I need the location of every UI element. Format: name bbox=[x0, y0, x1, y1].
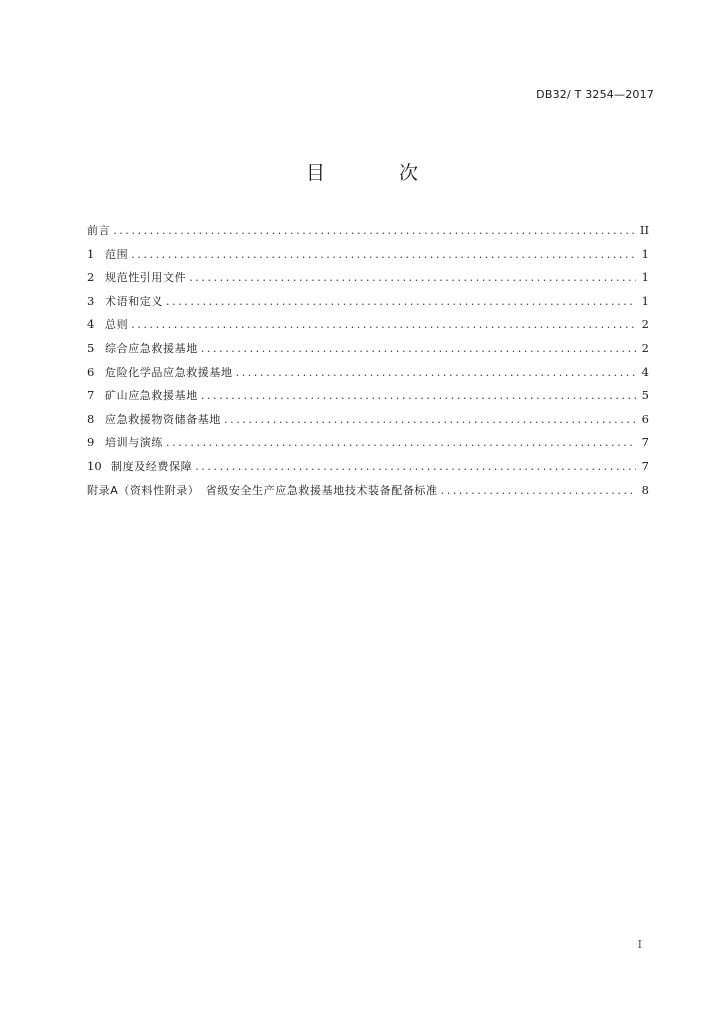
toc-entry-number: 6 bbox=[87, 364, 95, 379]
toc-leader-dots bbox=[131, 313, 636, 337]
toc-entry-label: 范围 bbox=[105, 247, 129, 261]
table-of-contents bbox=[87, 219, 649, 502]
toc-entry-training-drills[interactable] bbox=[87, 431, 649, 455]
document-code: DB32/ T 3254—2017 bbox=[536, 88, 654, 101]
toc-entry-label: 制度及经费保障 bbox=[111, 459, 193, 473]
page-number: I bbox=[637, 938, 642, 951]
toc-entry-page: 4 bbox=[641, 364, 649, 379]
toc-leader-dots bbox=[201, 384, 636, 408]
toc-entry-scope[interactable] bbox=[87, 243, 649, 267]
toc-entry-terms-definitions[interactable] bbox=[87, 290, 649, 314]
toc-entry-page: 7 bbox=[641, 435, 649, 450]
toc-entry-comprehensive-base[interactable] bbox=[87, 337, 649, 361]
toc-entry-page: 5 bbox=[641, 388, 649, 403]
toc-entry-page: 6 bbox=[641, 411, 649, 426]
toc-entry-general[interactable] bbox=[87, 313, 649, 337]
toc-leader-dots bbox=[166, 290, 636, 314]
toc-entry-number: 1 bbox=[87, 246, 95, 261]
toc-entry-page: 1 bbox=[641, 293, 649, 308]
toc-leader-dots bbox=[224, 408, 636, 432]
toc-entry-label: 综合应急救援基地 bbox=[105, 341, 198, 355]
toc-entry-hazardous-chemicals-base[interactable] bbox=[87, 361, 649, 385]
toc-entry-system-funding[interactable] bbox=[87, 455, 649, 479]
toc-entry-material-reserve-base[interactable] bbox=[87, 408, 649, 432]
toc-entry-number: 2 bbox=[87, 270, 95, 285]
toc-entry-number: 7 bbox=[87, 388, 95, 403]
toc-entry-appendix-a[interactable] bbox=[87, 479, 649, 503]
toc-entry-number: 9 bbox=[87, 435, 95, 450]
toc-entry-label: 矿山应急救援基地 bbox=[105, 389, 198, 403]
toc-entry-number: 5 bbox=[87, 340, 95, 355]
toc-entry-mine-base[interactable] bbox=[87, 384, 649, 408]
toc-entry-label: 术语和定义 bbox=[105, 294, 163, 308]
toc-leader-dots bbox=[166, 431, 636, 455]
toc-leader-dots bbox=[131, 243, 636, 267]
toc-entry-label: 附录A（资料性附录） 省级安全生产应急救援基地技术装备配备标准 bbox=[87, 483, 438, 497]
toc-entry-normative-references[interactable] bbox=[87, 266, 649, 290]
toc-entry-label: 前言 bbox=[87, 224, 111, 237]
toc-leader-dots bbox=[236, 361, 636, 385]
toc-entry-number: 4 bbox=[87, 317, 95, 332]
toc-entry-number: 3 bbox=[87, 293, 95, 308]
toc-entry-label: 危险化学品应急救援基地 bbox=[105, 365, 233, 379]
toc-entry-label: 培训与演练 bbox=[105, 436, 163, 450]
toc-title: 目 次 bbox=[305, 162, 453, 184]
toc-entry-number: 10 bbox=[87, 458, 102, 473]
toc-entry-label: 规范性引用文件 bbox=[105, 271, 187, 285]
toc-entry-page: 1 bbox=[641, 270, 649, 285]
toc-entry-page: 2 bbox=[641, 340, 649, 355]
toc-leader-dots bbox=[113, 219, 636, 243]
toc-leader-dots bbox=[441, 479, 636, 503]
toc-leader-dots bbox=[189, 266, 636, 290]
toc-entry-page: II bbox=[639, 223, 649, 237]
toc-entry-page: 2 bbox=[641, 317, 649, 332]
toc-leader-dots bbox=[195, 455, 636, 479]
toc-entry-label: 总则 bbox=[105, 318, 129, 332]
toc-entry-number: 8 bbox=[87, 411, 95, 426]
toc-entry-page: 8 bbox=[641, 482, 649, 497]
toc-entry-foreword[interactable] bbox=[87, 219, 649, 243]
toc-leader-dots bbox=[201, 337, 636, 361]
toc-entry-label: 应急救援物资储备基地 bbox=[105, 412, 221, 426]
toc-entry-page: 1 bbox=[641, 246, 649, 261]
toc-entry-page: 7 bbox=[641, 458, 649, 473]
